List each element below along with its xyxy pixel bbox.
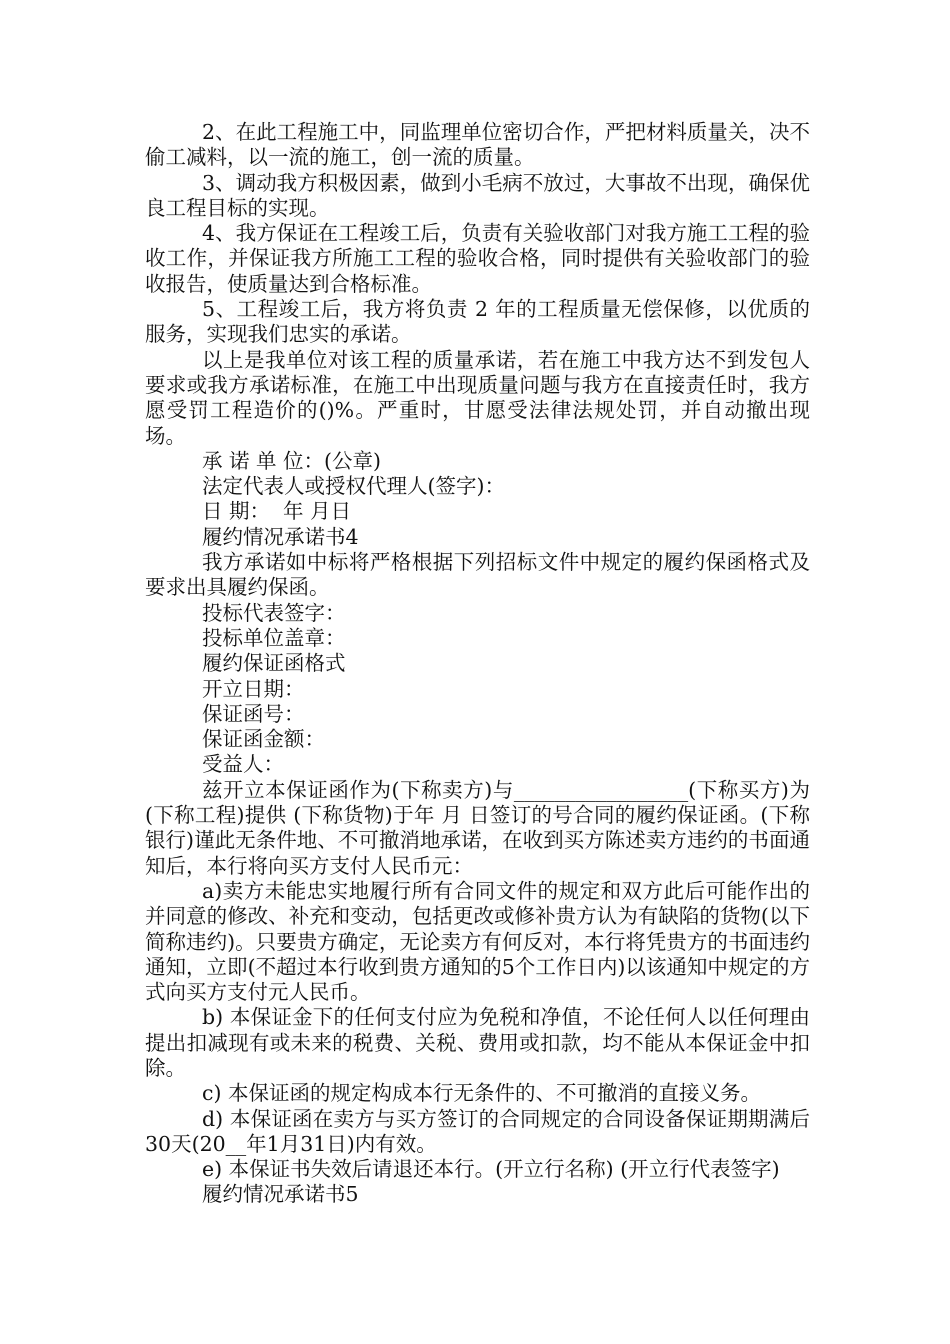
bid-seal: 投标单位盖章： — [202, 625, 346, 650]
document-body — [145, 120, 810, 1208]
issue-date: 开立日期： — [202, 676, 305, 701]
clause-d: d) 本保证函在卖方与买方签订的合同规定的合同设备保证期期满后30天(20__年1月31日)内有效。 — [145, 1106, 810, 1156]
section-title-4: 履约情况承诺书4 — [202, 524, 359, 549]
sign-representative: 法定代表人或授权代理人(签字)： — [202, 474, 505, 499]
guarantee-statement: 兹开立本保证函作为(下称卖方)与_________________(下称买方)为(下称工程)提供 (下称货物)于年 月 日签订的号合同的履约保证函。(下称银行)谨此无条件地、不可撤消地承诺，在收到买方陈述卖方违约的书面通知后，本行将向买方支付人民币元： — [145, 777, 810, 878]
bid-representative: 投标代表签字： — [202, 600, 346, 625]
form-title: 履约保证函格式 — [202, 651, 346, 676]
commitment-summary: 以上是我单位对该工程的质量承诺，若在施工中我方达不到发包人要求或我方承诺标准，在施工中出现质量问题与我方在直接责任时，我方愿受罚工程造价的()%。严重时，甘愿受法律法规处罚，并自动撤出现场。 — [145, 347, 810, 448]
clause-4: 4、我方保证在工程竣工后，负责有关验收部门对我方施工工程的验收工作，并保证我方所施工工程的验收合格，同时提供有关验收部门的验收报告，使质量达到合格标准。 — [145, 221, 810, 296]
clause-2: 2、在此工程施工中，同监理单位密切合作，严把材料质量关，决不偷工减料，以一流的施工，创一流的质量。 — [145, 120, 810, 170]
clause-e: e) 本保证书失效后请退还本行。(开立行名称) (开立行代表签字) — [202, 1157, 780, 1182]
clause-5: 5、工程竣工后，我方将负责 2 年的工程质量无偿保修，以优质的服务，实现我们忠实的承诺。 — [145, 297, 810, 347]
clause-b: b) 本保证金下的任何支付应为免税和净值，不论任何人以任何理由提出扣减现有或未来的税费、关税、费用或扣款，均不能从本保证金中扣除。 — [145, 1005, 810, 1080]
clause-a: a)卖方未能忠实地履行所有合同文件的规定和双方此后可能作出的并同意的修改、补充和变动，包括更改或修补贵方认为有缺陷的货物(以下简称违约)。只要贵方确定，无论卖方有何反对，本行将凭贵方的书面违约通知，立即(不超过本行收到贵方通知的5个工作日内)以该通知中规定的方式向买方支付元人民币。 — [145, 878, 810, 1005]
sign-date: 日 期： 年 月日 — [202, 499, 352, 524]
bid-commitment: 我方承诺如中标将严格根据下列招标文件中规定的履约保函格式及要求出具履约保函。 — [145, 550, 810, 600]
letter-amount: 保证函金额： — [202, 727, 325, 752]
sign-unit: 承 诺 单 位：(公章) — [202, 448, 382, 473]
beneficiary: 受益人： — [202, 752, 284, 777]
clause-3: 3、调动我方积极因素，做到小毛病不放过，大事故不出现，确保优良工程目标的实现。 — [145, 170, 810, 220]
section-title-5: 履约情况承诺书5 — [202, 1182, 359, 1207]
letter-number: 保证函号： — [202, 701, 305, 726]
clause-c: c) 本保证函的规定构成本行无条件的、不可撤消的直接义务。 — [202, 1081, 761, 1106]
